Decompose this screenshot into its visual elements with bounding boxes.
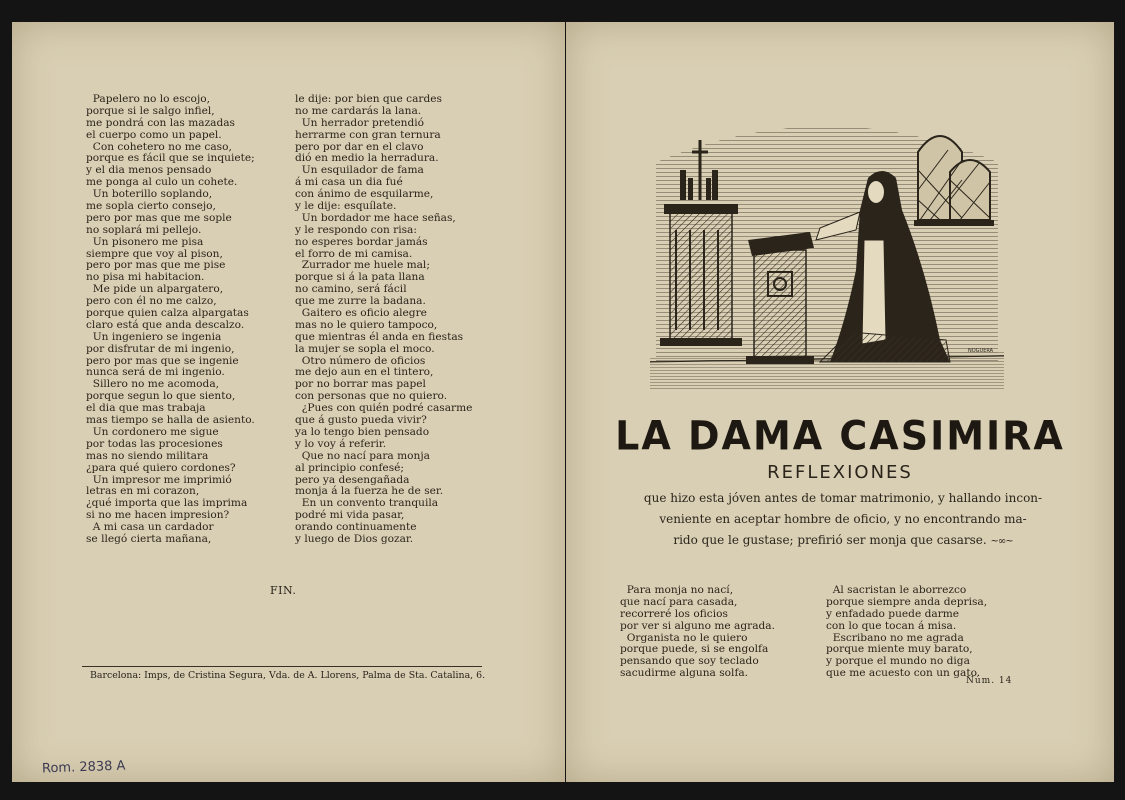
verse-line: Un ingeniero se ingenia bbox=[86, 330, 222, 343]
verse-line: Organista no le quiero bbox=[620, 631, 748, 644]
verse-line: porque puede, si se engolfa bbox=[620, 643, 769, 656]
verse-line: mas no le quiero tampoco, bbox=[295, 318, 438, 331]
intro-line: que hizo esta jóven antes de tomar matrimonio, y hallando incon- bbox=[643, 491, 1043, 505]
verse-line: le dije: por bien que cardes bbox=[295, 93, 442, 105]
verse-line: Un pisonero me pisa bbox=[86, 235, 204, 248]
verse-line: Sillero no me acomoda, bbox=[86, 378, 220, 391]
verse-line: á mi casa un dia fué bbox=[295, 176, 403, 189]
verse-line: que me zurre la badana. bbox=[295, 295, 426, 308]
verse-line: recorreré los oficios bbox=[620, 607, 728, 620]
verse-line: ¿para qué quiero cordones? bbox=[86, 461, 236, 474]
verse-line: claro está que anda descalzo. bbox=[86, 318, 245, 331]
verse-line: orando continuamente bbox=[295, 521, 417, 534]
verse-line: Zurrador me huele mal; bbox=[295, 259, 430, 272]
verse-line: con lo que tocan á misa. bbox=[826, 619, 957, 632]
verse-line: Un esquilador de fama bbox=[295, 164, 424, 177]
verse-line: mas no siendo militara bbox=[86, 449, 209, 462]
verse-line: siempre que voy al pison, bbox=[86, 247, 223, 260]
verse-line: porque siempre anda deprisa, bbox=[826, 595, 988, 608]
verse-line: el forro de mi camisa. bbox=[295, 247, 413, 260]
verse-line: el cuerpo como un papel. bbox=[86, 128, 222, 141]
verse-line: y le dije: esquílate. bbox=[295, 200, 397, 213]
verse-line: se llegó cierta mañana, bbox=[86, 532, 212, 545]
verse-line: pero ya desengañada bbox=[295, 473, 410, 486]
verse-line: herrarme con gran ternura bbox=[295, 128, 441, 141]
verse-line: mas tiempo se halla de asiento. bbox=[86, 414, 255, 427]
verse-line: me dejo aun en el tintero, bbox=[295, 366, 434, 379]
verse-line: porque si á la pata llana bbox=[295, 271, 425, 284]
verse-line: pero por mas que me sople bbox=[86, 211, 232, 224]
verse-line: Que no nací para monja bbox=[295, 449, 430, 462]
verse-line: el dia que mas trabaja bbox=[86, 402, 206, 415]
verse-line: la mujer se sopla el moco. bbox=[295, 342, 435, 355]
right-page bbox=[566, 22, 1114, 782]
verse-line: Escribano no me agrada bbox=[826, 631, 964, 644]
verse-line: pero por mas que me pise bbox=[86, 259, 226, 272]
nun-praying-engraving bbox=[650, 100, 1004, 390]
verse-line: por disfrutar de mi ingenio, bbox=[86, 342, 235, 355]
verse-line: podré mi vida pasar, bbox=[295, 509, 405, 522]
verse-line: Al sacristan le aborrezco bbox=[826, 584, 967, 596]
verse-line: porque segun lo que siento, bbox=[86, 390, 236, 403]
verse-line: ¿Pues con quién podré casarme bbox=[295, 402, 473, 415]
verse-line: me sopla cierto consejo, bbox=[86, 200, 216, 213]
verse-line: y luego de Dios gozar. bbox=[295, 532, 414, 545]
verse-line: si no me hacen impresion? bbox=[86, 509, 230, 522]
verse-line: y enfadado puede darme bbox=[826, 607, 960, 620]
verse-line: Un bordador me hace señas, bbox=[295, 211, 456, 224]
left-verse-column-1 bbox=[86, 94, 255, 546]
verse-line: no soplará mi pellejo. bbox=[86, 223, 202, 236]
verse-line: Un boterillo soplando, bbox=[86, 188, 213, 201]
verse-line: porque quien calza alpargatas bbox=[86, 307, 249, 320]
left-verse-column-2 bbox=[295, 94, 472, 546]
page-title: LA DAMA CASIMIRA bbox=[615, 412, 1065, 460]
verse-line: pensando que soy teclado bbox=[620, 655, 759, 668]
verse-line: A mi casa un cardador bbox=[86, 521, 214, 534]
verse-line: Un impresor me imprimió bbox=[86, 473, 232, 486]
page-subtitle: REFLEXIONES bbox=[767, 462, 913, 483]
imprint-text: Barcelona: Imps, de Cristina Segura, Vda. de A. Llorens, Palma de Sta. Catalina, 6. bbox=[90, 670, 486, 681]
verse-line: que mientras él anda en fiestas bbox=[295, 330, 464, 343]
verse-line: porque miente muy barato, bbox=[826, 643, 973, 656]
verse-line: En un convento tranquila bbox=[295, 497, 439, 510]
verse-line: Me pide un alpargatero, bbox=[86, 283, 224, 296]
verse-line: no pisa mi habitacion. bbox=[86, 271, 205, 284]
verse-line: dió en medio la herradura. bbox=[295, 152, 439, 165]
verse-line: porque es fácil que se inquiete; bbox=[86, 152, 255, 165]
verse-line: y le respondo con risa: bbox=[295, 223, 417, 236]
verse-line: Con cohetero no me caso, bbox=[86, 140, 232, 153]
intro-text bbox=[628, 488, 1058, 552]
verse-line: sacudirme alguna solfa. bbox=[620, 667, 749, 680]
verse-line: por no borrar mas papel bbox=[295, 378, 426, 391]
intro-line bbox=[628, 530, 1058, 552]
intro-line: veniente en aceptar hombre de oficio, y no encontrando ma- bbox=[659, 512, 1027, 526]
verse-line: por ver si alguno me agrada. bbox=[620, 619, 775, 632]
verse-line: con personas que no quiero. bbox=[295, 390, 448, 403]
fin-text: FIN. bbox=[270, 584, 297, 597]
ornament-icon: ~∞~ bbox=[990, 536, 1013, 547]
engraving-signature: NOGUERA bbox=[968, 348, 994, 354]
verse-line: porque si le salgo infiel, bbox=[86, 104, 215, 117]
verse-line: Gaitero es oficio alegre bbox=[295, 307, 427, 320]
verse-line: al principio confesé; bbox=[295, 461, 404, 474]
verse-line: nunca será de mi ingenio. bbox=[86, 366, 225, 379]
issue-number: Núm. 14 bbox=[966, 676, 1013, 686]
verse-line: me ponga al culo un cohete. bbox=[86, 176, 238, 189]
verse-line: con ánimo de esquilarme, bbox=[295, 188, 434, 201]
verse-line: ¿qué importa que las imprima bbox=[86, 497, 248, 510]
verse-line: monja á la fuerza he de ser. bbox=[295, 485, 444, 498]
verse-line: Un herrador pretendió bbox=[295, 116, 424, 129]
left-page bbox=[12, 22, 565, 782]
verse-line: pero con él no me calzo, bbox=[86, 295, 217, 308]
verse-line: Para monja no nací, bbox=[620, 584, 734, 596]
verse-line: pero por dar en el clavo bbox=[295, 140, 424, 153]
verse-line: que me acuesto con un gato. bbox=[826, 667, 981, 680]
verse-line: no esperes bordar jamás bbox=[295, 235, 428, 248]
verse-line: y porque el mundo no diga bbox=[826, 655, 970, 668]
library-stamp: Rom. 2838 A bbox=[41, 758, 126, 777]
verse-line: letras en mi corazon, bbox=[86, 485, 200, 498]
verse-line: Un cordonero me sigue bbox=[86, 425, 219, 438]
verse-line: me pondrá con las mazadas bbox=[86, 116, 235, 129]
verse-line: no me cardarás la lana. bbox=[295, 104, 422, 117]
verse-line: y lo voy á referir. bbox=[295, 437, 387, 450]
intro-line-text: rido que le gustase; prefirió ser monja que casarse. bbox=[673, 533, 987, 547]
verse-line: que á gusto pueda vivir? bbox=[295, 414, 427, 427]
verse-line: que nací para casada, bbox=[620, 595, 738, 608]
verse-line: no camino, será fácil bbox=[295, 283, 407, 296]
verse-line: Papelero no lo escojo, bbox=[86, 93, 210, 105]
verse-line: pero por mas que se ingenie bbox=[86, 354, 239, 367]
verse-line: Otro número de oficios bbox=[295, 354, 426, 367]
verse-line: ya lo tengo bien pensado bbox=[295, 425, 430, 438]
verse-line: por todas las procesiones bbox=[86, 437, 223, 450]
verse-line: y el dia menos pensado bbox=[86, 164, 212, 177]
imprint-rule bbox=[82, 666, 482, 667]
right-verse-column-2 bbox=[826, 585, 987, 680]
right-verse-column-1 bbox=[620, 585, 775, 680]
